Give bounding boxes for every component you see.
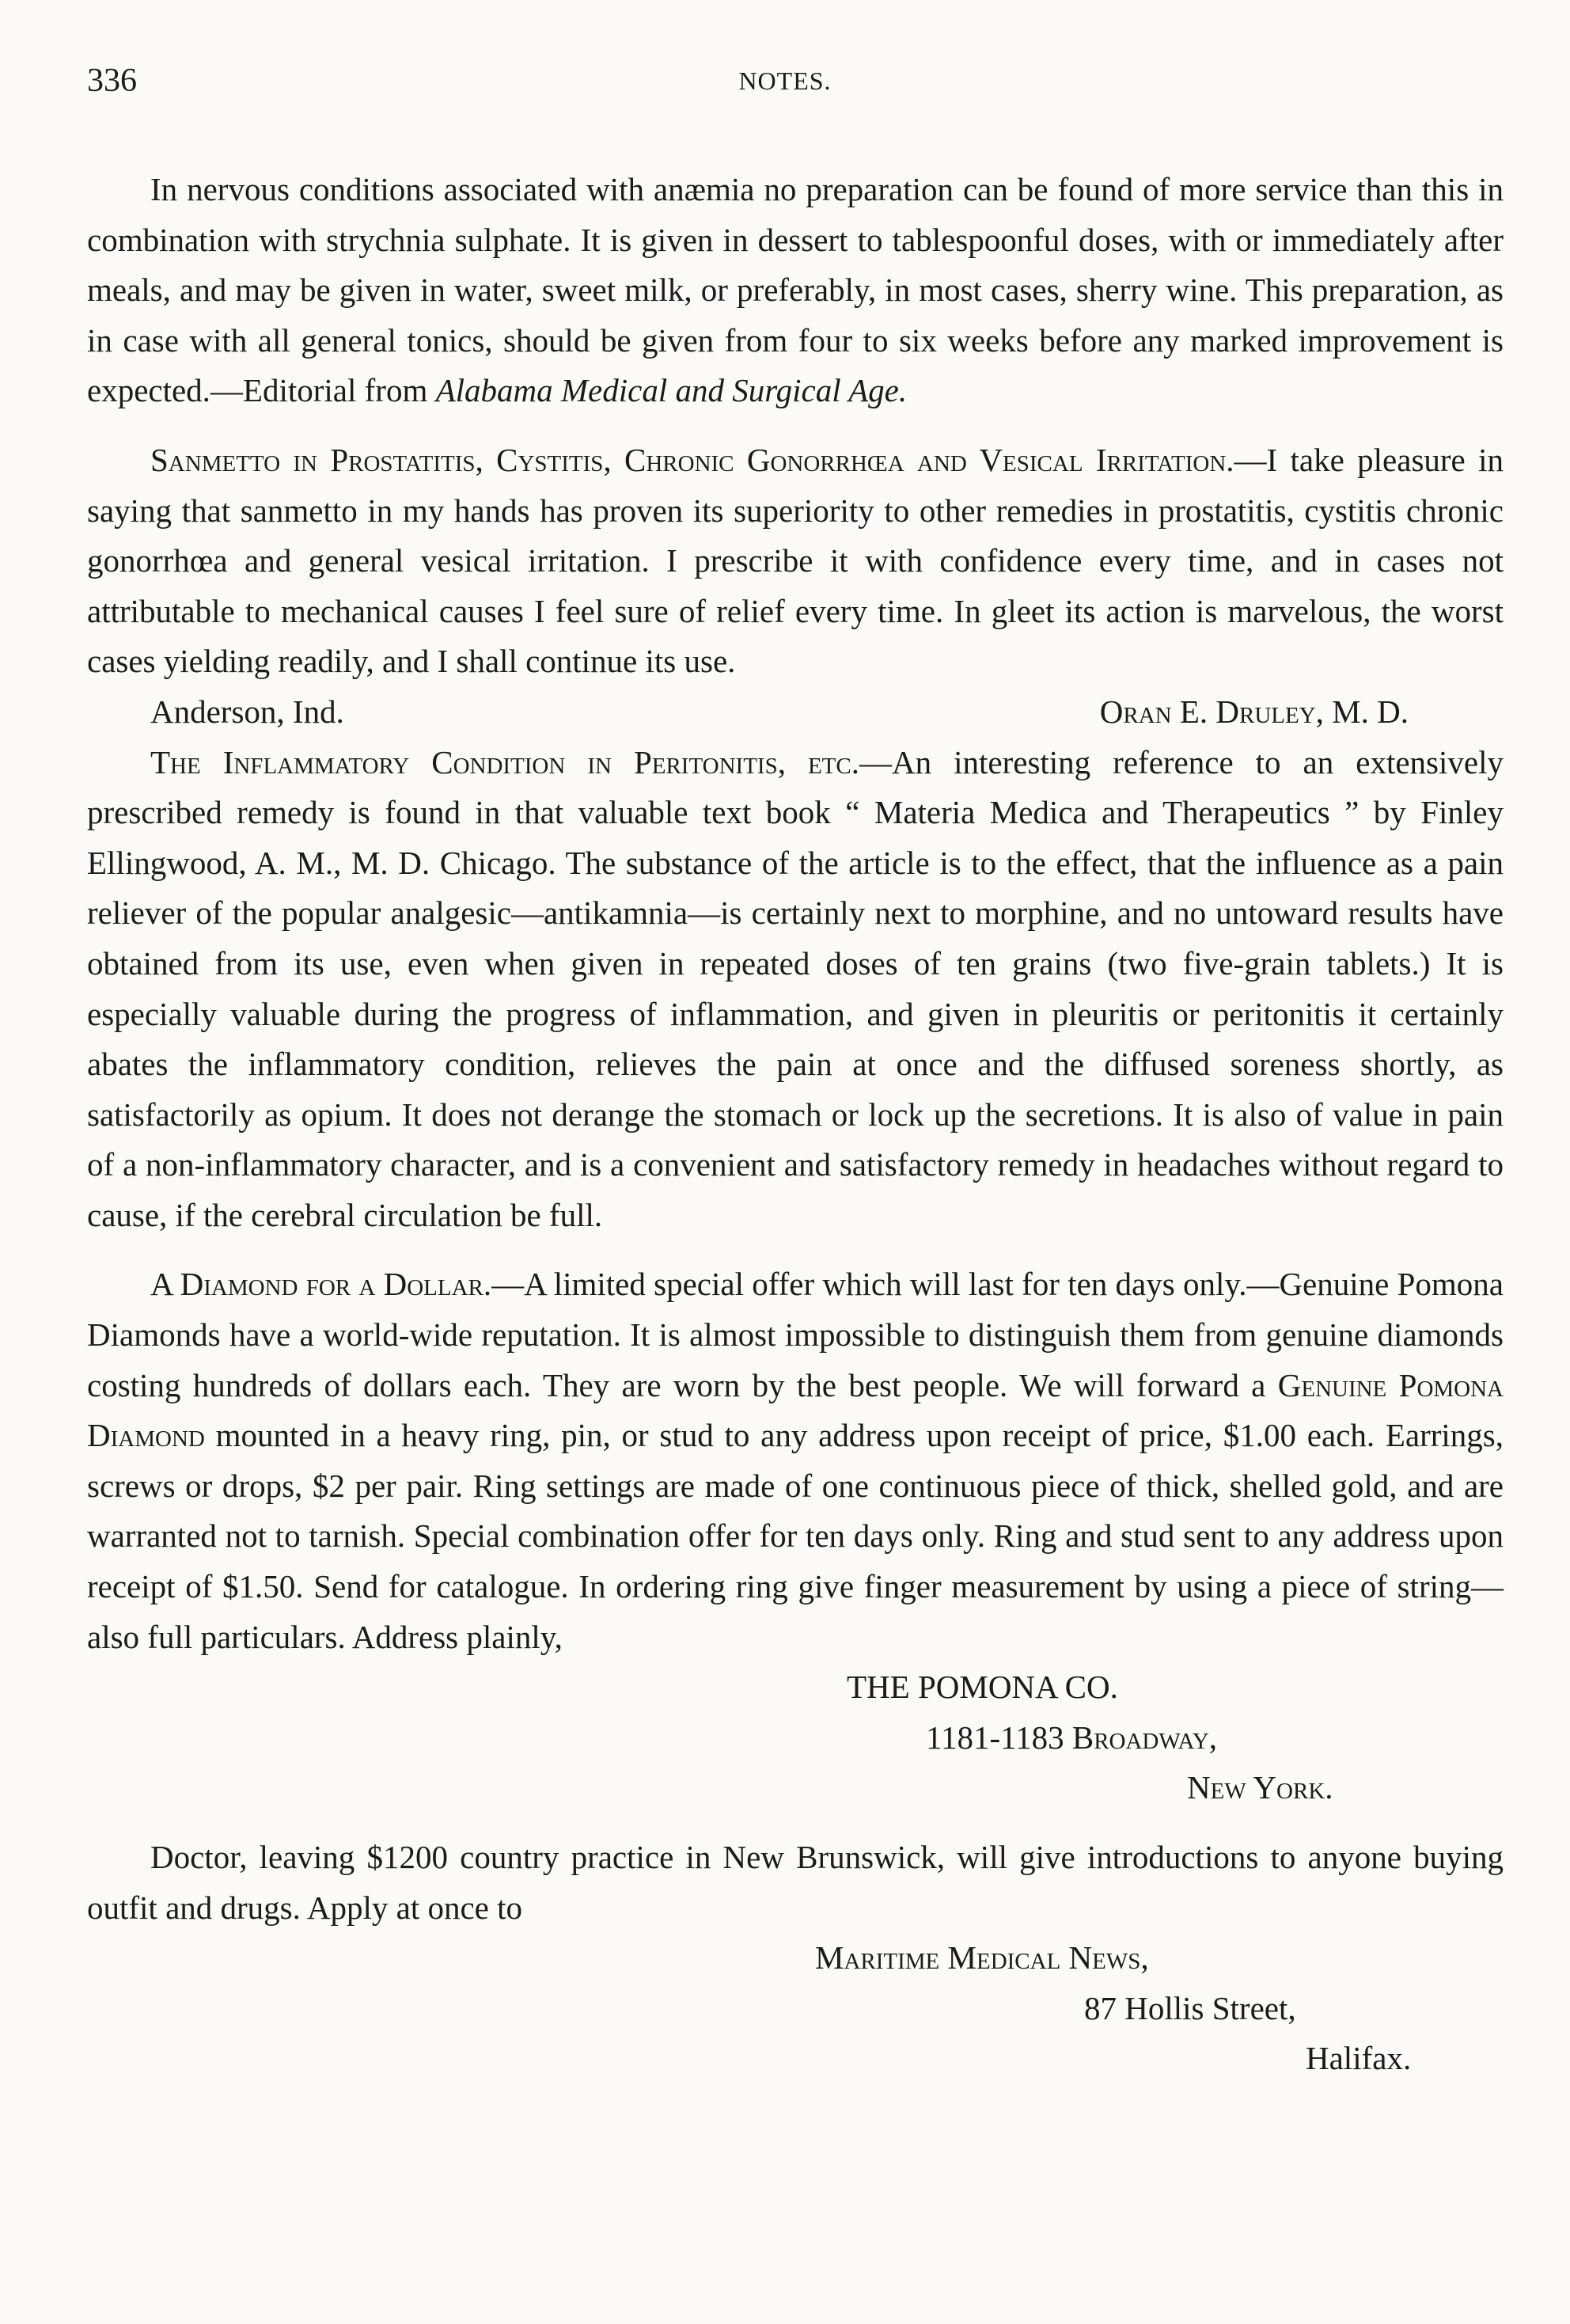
sanmetto-author: Oran E. Druley, M. D. [1099,693,1409,730]
sanmetto-place: Anderson, Ind. [150,693,344,730]
anemia-source: Alabama Medical and Surgical Age. [435,372,908,409]
inflammatory-paragraph [87,738,1504,1241]
pomona-city: New York. [1187,1769,1333,1806]
diamond-text-2: mounted in a heavy ring, pin, or stud to any address upon receipt of price, $1.00 each. Earrings, screws or drops, $2 per pair. Ring settings are made of one continuous piece of thick, shelled gold, and are warranted not to tarnish. Special combination offer for ten days only. Ring and stud sent to any address upon receipt of $1.50. Send for catalogue. In ordering ring give finger measurement by using a piece of string—also full particulars. Address plainly, [87,1417,1504,1655]
page-header [87,62,1483,109]
maritime-address [87,1933,1504,2084]
anemia-text: In nervous conditions associated with anæmia no preparation can be found of more service than this in combination with strychnia sulphate. It is given in dessert to tablespoonful doses, with or immediately after meals, and may be given in water, sweet milk, or preferably, in most cases, sherry wine. This preparation, as in case with all general tonics, should be given from four to six weeks before any marked improvement is expected.—Editorial from [87,171,1504,409]
pomona-company: THE POMONA CO. [847,1669,1118,1706]
doctor-paragraph: Doctor, leaving $1200 country practice in New Brunswick, will give introductions to anyone buying outfit and drugs. Apply at once to [87,1839,1504,1926]
running-title: NOTES. [738,66,832,95]
diamond-text-1: —A limited special offer which will last for ten days only.—Genuine Pomona Diamonds have a world-wide reputation. It is almost impossible to distinguish them from genuine diamonds costing hundreds of dollars each. They are worn by the best people. We will forward a [87,1266,1504,1403]
sanmetto-paragraph [87,435,1504,687]
anemia-paragraph [87,165,1504,416]
inflammatory-title: The Inflammatory Condition in Peritonitis, etc. [150,743,859,780]
diamond-emphasis: Genuine Pomona Diamond [87,1366,1504,1454]
page-number: 336 [87,63,137,99]
sanmetto-title: Sanmetto in Prostatitis, Cystitis, Chronic Gonorrhœa and Vesical Irritation. [150,441,1234,478]
diamond-paragraph [87,1259,1504,1662]
notes-body [87,165,1504,2084]
maritime-name: Maritime Medical News, [815,1939,1149,1977]
diamond-title: A Diamond for a Dollar. [150,1266,492,1303]
pomona-street: 1181-1183 Broadway, [926,1718,1218,1756]
sanmetto-signature [87,687,1504,738]
sanmetto-text: —I take pleasure in saying that sanmetto in my hands has proven its superiority to other remedies in prostatitis, cystitis chronic gonorrhœa and general vesical irritation. I prescribe it with confidence every time, and in cases not attributable to mechanical causes I feel sure of relief every time. In gleet its action is marvelous, the worst cases yielding readily, and I shall continue its use. [87,441,1504,680]
maritime-street: 87 Hollis Street, [1084,1989,1296,2026]
inflammatory-text: —An interesting reference to an extensively prescribed remedy is found in that valuable text book “ Materia Medica and Therapeutics ” by Finley Ellingwood, A. M., M. D. Chicago. The substance of the article is to the effect, that the influence as a pain reliever of the popular analgesic—antikamnia—is certainly next to morphine, and no untoward results have obtained from its use, even when given in repeated doses of ten grains (two five-grain tablets.) It is especially valuable during the progress of inflammation, and given in pleuritis or peritonitis it certainly abates the inflammatory condition, relieves the pain at once and the diffused soreness shortly, as satisfactorily as opium. It does not derange the stomach or lock up the secretions. It is also of value in pain of a non-inflammatory character, and is a convenient and satisfactory remedy in headaches without regard to cause, if the cerebral circulation be full. [87,743,1504,1233]
maritime-city: Halifax. [1306,2040,1412,2077]
pomona-address [87,1662,1504,1813]
